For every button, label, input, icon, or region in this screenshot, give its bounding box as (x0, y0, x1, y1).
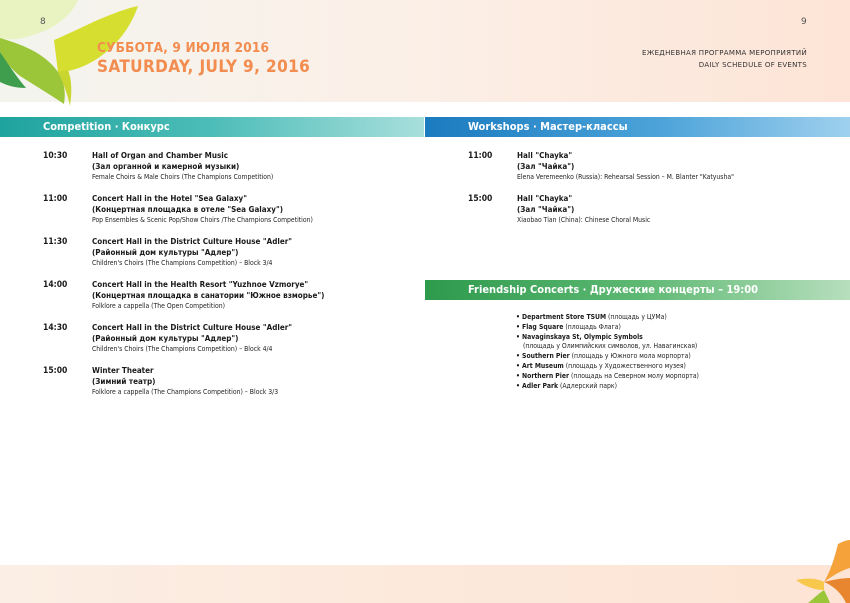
venue-note: (площадь у Южного мола морпорта) (569, 352, 691, 361)
event-venue-ru: (Зал "Чайка") (517, 161, 575, 171)
workshops-heading: Workshops · Мастер-классы (425, 117, 850, 137)
event-time: 14:30 (43, 323, 68, 333)
event-venue-ru: (Районный дом культуры "Адлер") (92, 333, 239, 343)
list-item (516, 342, 699, 352)
venue-name: • Flag Square (516, 322, 564, 331)
event-time: 11:00 (468, 151, 493, 161)
event-venue-ru: (Зимний театр) (92, 376, 156, 386)
page-number-right: 9 (801, 17, 807, 27)
event-venue: Winter Theater (92, 366, 154, 375)
list-item (516, 323, 699, 333)
venue-note: (Адлерский парк) (558, 381, 617, 390)
list-item (516, 313, 699, 323)
event-description: Children's Choirs (The Champions Competition) – Block 4/4 (92, 345, 273, 353)
event-description: Folklore a cappella (The Open Competition) (92, 302, 225, 310)
event-venue: Concert Hall in the District Culture House "Adler" (92, 237, 293, 246)
footer-band (0, 565, 850, 603)
venue-note: (площадь у ЦУМа) (606, 313, 667, 321)
event-venue-ru: (Концертная площадка в санатории "Южное взморье") (92, 290, 325, 300)
event-venue: Concert Hall in the Hotel "Sea Galaxy" (92, 194, 247, 203)
venue-name: • Northern Pier (516, 371, 570, 380)
competition-heading: Competition · Конкурс (0, 117, 424, 137)
list-item (516, 382, 699, 392)
event-description: Elena Veremeenko (Russia): Rehearsal Session – M. Blanter "Katyusha" (517, 173, 734, 181)
venue-note: (площадь у Художественного музея) (563, 361, 686, 370)
list-item (516, 372, 699, 382)
event-venue: Concert Hall in the Health Resort "Yuzhnoe Vzmorye" (92, 280, 309, 289)
venue-note: (площадь на Северном молу морпорта) (569, 371, 699, 380)
event-time: 10:30 (43, 151, 68, 161)
friendship-heading: Friendship Concerts · Дружеские концерты – 19:00 (425, 280, 850, 300)
event-time: 11:30 (43, 237, 68, 247)
venue-name: • Navaginskaya St, Olympic Symbols (516, 332, 643, 341)
event-venue-ru: (Концертная площадка в отеле "Sea Galaxy") (92, 204, 283, 214)
event-time: 11:00 (43, 194, 68, 204)
event-venue: Hall "Chayka" (517, 194, 573, 203)
event-venue-ru: (Зал органной и камерной музыки) (92, 161, 240, 171)
event-venue-ru: (Зал "Чайка") (517, 204, 575, 214)
event-venue: Concert Hall in the District Culture House "Adler" (92, 323, 293, 332)
event-description: Female Choirs & Male Choirs (The Champions Competition) (92, 173, 274, 181)
event-description: Pop Ensembles & Scenic Pop/Show Choirs /The Champions Competition) (92, 216, 313, 224)
list-item (516, 352, 699, 362)
event-description: Xiaobao Tian (China): Chinese Choral Music (517, 216, 651, 224)
date-title-ru: СУББОТА, 9 ИЮЛЯ 2016 (97, 40, 270, 56)
venue-name: • Southern Pier (516, 352, 570, 361)
event-time: 14:00 (43, 280, 68, 290)
list-item (516, 333, 699, 343)
venue-note: (площадь Флага) (563, 322, 621, 331)
petal-decoration-icon (790, 540, 850, 603)
event-venue: Hall of Organ and Chamber Music (92, 151, 228, 160)
venue-name: • Art Museum (516, 361, 564, 370)
page-number-left: 8 (40, 17, 46, 27)
venue-note: (площадь у Олимпийских символов, ул. Навагинская) (523, 342, 698, 351)
event-time: 15:00 (43, 366, 68, 376)
event-description: Children's Choirs (The Champions Competition) – Block 3/4 (92, 259, 273, 267)
event-time: 15:00 (468, 194, 493, 204)
date-title-en: SATURDAY, JULY 9, 2016 (97, 57, 311, 77)
event-description: Folklore a cappella (The Champions Competition) – Block 3/3 (92, 388, 279, 396)
concert-venue-list (516, 313, 699, 391)
program-title-en: DAILY SCHEDULE OF EVENTS (698, 61, 807, 69)
venue-name: • Adler Park (516, 381, 559, 390)
event-venue-ru: (Районный дом культуры "Адлер") (92, 247, 239, 257)
list-item (516, 362, 699, 372)
event-venue: Hall "Chayka" (517, 151, 573, 160)
program-title-ru: ЕЖЕДНЕВНАЯ ПРОГРАММА МЕРОПРИЯТИЙ (642, 49, 807, 57)
venue-name: • Department Store TSUM (516, 313, 607, 321)
